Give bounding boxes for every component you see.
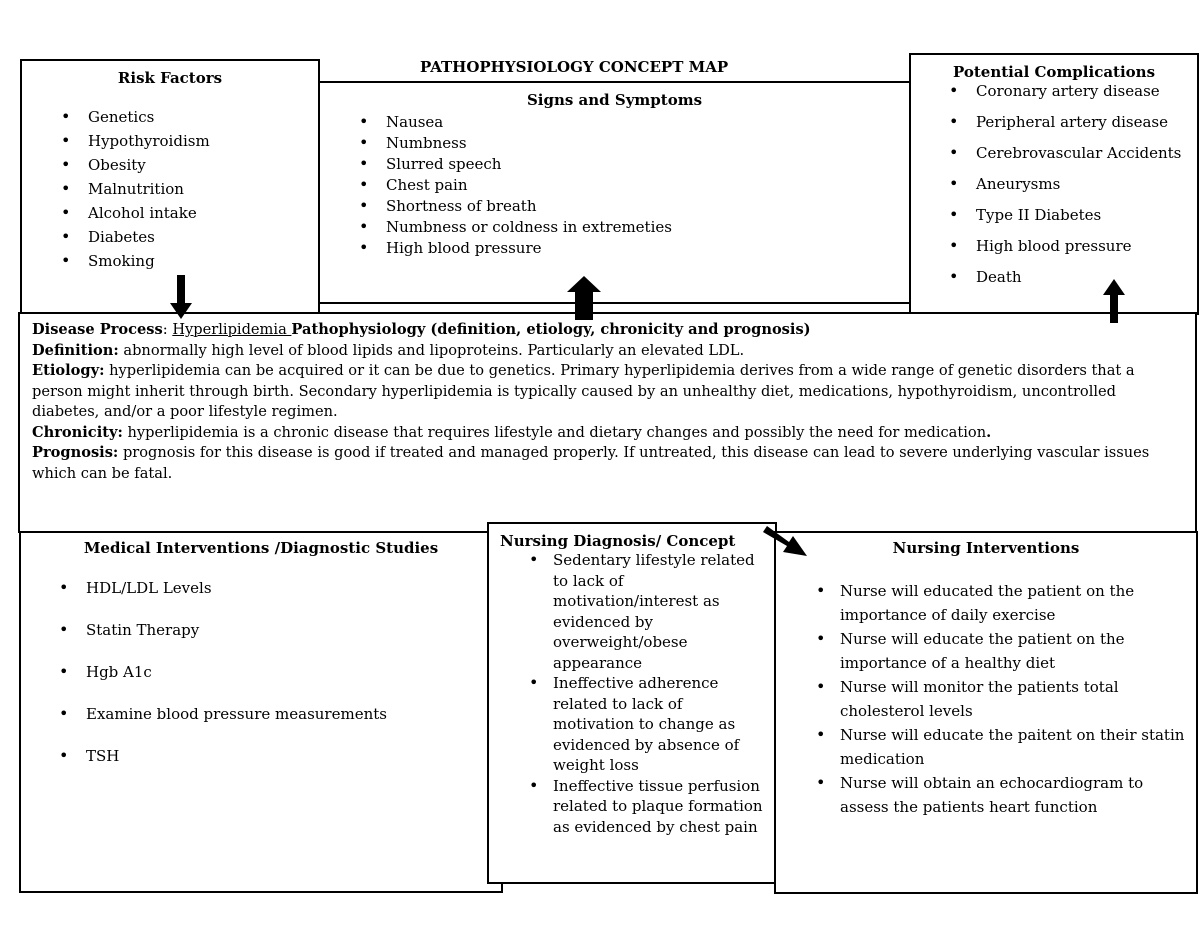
list-item: • Numbness (386, 133, 909, 153)
signs-symptoms-box (318, 81, 911, 304)
disease-process-heading (32, 320, 1183, 341)
list-item: • Diabetes (88, 227, 318, 247)
risk-factors-list (88, 107, 318, 271)
chronicity-text: hyperlipidemia is a chronic disease that requires lifestyle and dietary changes and possibly the need for medication (122, 423, 987, 441)
list-item: • Hgb A1c (86, 662, 501, 682)
list-item: • Aneurysms (976, 174, 1197, 194)
signs-symptoms-list (386, 112, 909, 258)
signs-symptoms-title: Signs and Symptoms (526, 91, 703, 109)
list-item: • Ineffective adherence related to lack of motivation to change as evidenced by absence of weight loss (553, 673, 763, 776)
etiology-text: hyperlipidemia can be acquired or it can be due to genetics. Primary hyperlipidemia derives from a wide range of genetic disorders that a person might inherit through birth. Secondary hyperlipidemia is typically caused by an unhealthy diet, medications, hypothyroidism, uncontrolled diabetes, and/or a poor lifestyle regimen. (32, 362, 1135, 420)
list-item: • Nurse will obtain an echocardiogram to assess the patients heart function (840, 771, 1188, 819)
etiology-label: Etiology: (32, 362, 105, 379)
definition-text: abnormally high level of blood lipids and lipoproteins. Particularly an elevated LDL. (118, 341, 745, 359)
list-item: • Slurred speech (386, 154, 909, 174)
disease-process-box (18, 312, 1197, 533)
chronicity-period: . (986, 423, 992, 441)
page-title: PATHOPHYSIOLOGY CONCEPT MAP (420, 58, 729, 76)
complications-list (976, 81, 1197, 287)
list-item: • Genetics (88, 107, 318, 127)
nursing-diagnosis-list (553, 550, 763, 837)
list-item: • Coronary artery disease (976, 81, 1197, 101)
risk-factors-title: Risk Factors (117, 69, 223, 87)
prognosis-text: prognosis for this disease is good if treated and managed properly. If untreated, this disease can lead to severe underlying vascular issues which can be fatal. (32, 444, 1150, 482)
list-item: • Shortness of breath (386, 196, 909, 216)
list-item: • Peripheral artery disease (976, 112, 1197, 132)
prognosis-paragraph (32, 443, 1183, 484)
medical-interventions-list (86, 578, 501, 766)
medical-interventions-box (19, 531, 503, 893)
list-item: • Obesity (88, 155, 318, 175)
list-item: • Nurse will educate the patient on the importance of a healthy diet (840, 627, 1188, 675)
list-item: • Hypothyroidism (88, 131, 318, 151)
medical-interventions-title: Medical Interventions /Diagnostic Studies (83, 539, 439, 557)
list-item: • TSH (86, 746, 501, 766)
list-item: • Sedentary lifestyle related to lack of motivation/interest as evidenced by overweight/obese appearance (553, 550, 763, 673)
prognosis-label: Prognosis: (32, 444, 119, 461)
arrow-up-icon (1103, 279, 1125, 323)
nursing-interventions-title: Nursing Interventions (892, 539, 1080, 557)
nursing-diagnosis-box (487, 522, 777, 884)
complications-title: Potential Complications (952, 63, 1156, 81)
pathophysiology-heading: Pathophysiology (definition, etiology, chronicity and prognosis) (291, 321, 811, 338)
list-item: • Nausea (386, 112, 909, 132)
colon-text: : (162, 321, 173, 338)
list-item: • Smoking (88, 251, 318, 271)
arrow-diagonal-icon (763, 518, 809, 558)
definition-label: Definition: (32, 341, 119, 359)
etiology-paragraph (32, 361, 1183, 423)
list-item: • Numbness or coldness in extremeties (386, 217, 909, 237)
arrow-up-icon (567, 276, 601, 320)
list-item: • Type II Diabetes (976, 205, 1197, 225)
nursing-interventions-box (774, 531, 1198, 894)
list-item: • Nurse will monitor the patients total cholesterol levels (840, 675, 1188, 723)
list-item: • High blood pressure (386, 238, 909, 258)
nursing-diagnosis-title: Nursing Diagnosis/ Concept (500, 532, 736, 550)
list-item: • Malnutrition (88, 179, 318, 199)
list-item: • Statin Therapy (86, 620, 501, 640)
list-item: • Ineffective tissue perfusion related to plaque formation as evidenced by chest pain (553, 776, 763, 838)
list-item: • Examine blood pressure measurements (86, 704, 501, 724)
list-item: • High blood pressure (976, 236, 1197, 256)
list-item: • Nurse will educated the patient on the importance of daily exercise (840, 579, 1188, 627)
definition-paragraph (32, 341, 1183, 362)
disease-process-label: Disease Process (32, 321, 163, 338)
chronicity-paragraph (32, 423, 1183, 444)
list-item: • HDL/LDL Levels (86, 578, 501, 598)
list-item: • Death (976, 267, 1197, 287)
list-item: • Alcohol intake (88, 203, 318, 223)
complications-box (909, 53, 1199, 315)
list-item: • Nurse will educate the paitent on their statin medication (840, 723, 1188, 771)
disease-name: Hyperlipidemia (172, 321, 292, 338)
list-item: • Chest pain (386, 175, 909, 195)
chronicity-label: Chronicity: (32, 423, 123, 441)
nursing-interventions-list (840, 579, 1188, 819)
list-item: • Cerebrovascular Accidents (976, 143, 1197, 163)
arrow-down-icon (170, 275, 192, 320)
